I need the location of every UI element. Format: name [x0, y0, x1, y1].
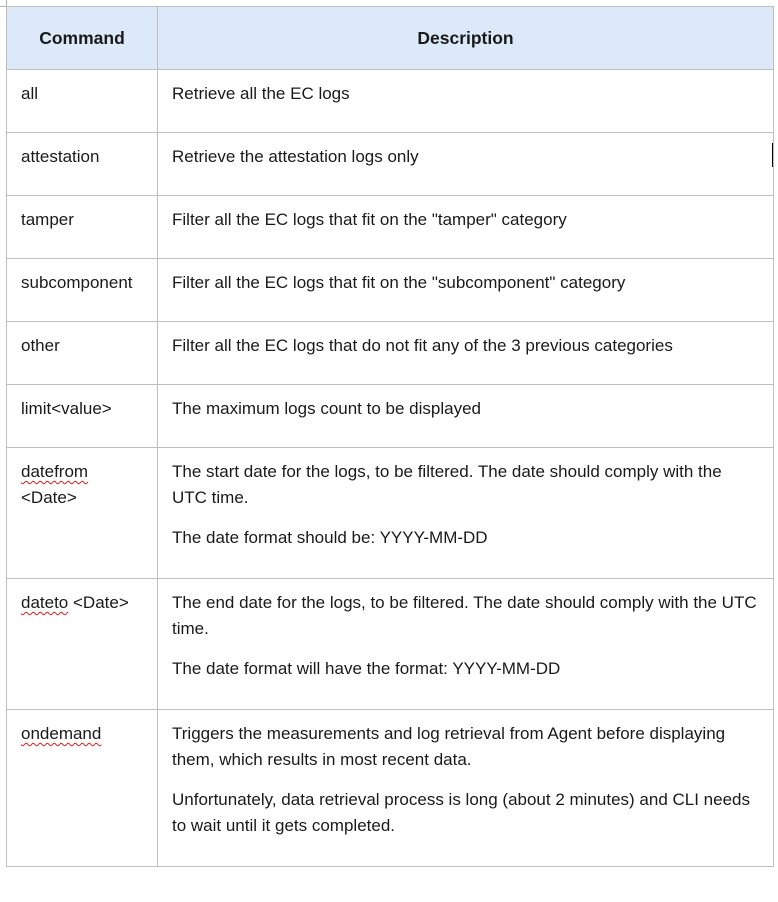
description-text: Retrieve all the EC logs — [172, 84, 350, 103]
table-row — [7, 196, 774, 259]
command-cell: attestation — [7, 133, 158, 196]
description-cell — [158, 385, 774, 448]
description-text: Filter all the EC logs that fit on the "tamper" category — [172, 210, 567, 229]
commands-table — [6, 6, 774, 867]
table-row — [7, 70, 774, 133]
command-cell: all — [7, 70, 158, 133]
description-cell — [158, 322, 774, 385]
description-cell — [158, 710, 774, 867]
description-text: The maximum logs count to be displayed — [172, 399, 481, 418]
command-cell — [7, 579, 158, 710]
command-keyword: ondemand — [21, 724, 102, 743]
description-text: The date format will have the format: YYYY-MM-DD — [172, 659, 561, 678]
header-command: Command — [7, 7, 158, 70]
description-text: Retrieve the attestation logs only — [172, 147, 419, 166]
description-text: The date format should be: YYYY-MM-DD — [172, 528, 488, 547]
description-cell — [158, 70, 774, 133]
table-row — [7, 385, 774, 448]
description-text: The start date for the logs, to be filtered. The date should comply with the UTC time. — [172, 462, 722, 507]
description-cell — [158, 133, 774, 196]
command-cell: tamper — [7, 196, 158, 259]
command-keyword: datefrom — [21, 462, 89, 481]
description-text: Triggers the measurements and log retrieval from Agent before displaying them, which results in most recent data. — [172, 724, 726, 769]
command-cell — [7, 710, 158, 867]
table-row — [7, 322, 774, 385]
description-text: The end date for the logs, to be filtered. The date should comply with the UTC time. — [172, 593, 757, 638]
description-cell — [158, 196, 774, 259]
description-cell — [158, 448, 774, 579]
header-description: Description — [158, 7, 774, 70]
command-argument: <Date> — [73, 593, 129, 612]
table-row — [7, 259, 774, 322]
table-row — [7, 133, 774, 196]
table-row — [7, 710, 774, 867]
command-cell — [7, 448, 158, 579]
table-row — [7, 579, 774, 710]
command-cell: other — [7, 322, 158, 385]
command-keyword: dateto — [21, 593, 69, 612]
description-text: Filter all the EC logs that do not fit any of the 3 previous categories — [172, 336, 673, 355]
description-text: Unfortunately, data retrieval process is long (about 2 minutes) and CLI needs to wait until it gets completed. — [172, 790, 750, 835]
table-row — [7, 448, 774, 579]
description-text: Filter all the EC logs that fit on the "subcomponent" category — [172, 273, 626, 292]
command-cell: subcomponent — [7, 259, 158, 322]
command-cell: limit<value> — [7, 385, 158, 448]
table-header-row — [7, 7, 774, 70]
command-argument: <Date> — [21, 488, 77, 507]
description-cell — [158, 259, 774, 322]
description-cell — [158, 579, 774, 710]
